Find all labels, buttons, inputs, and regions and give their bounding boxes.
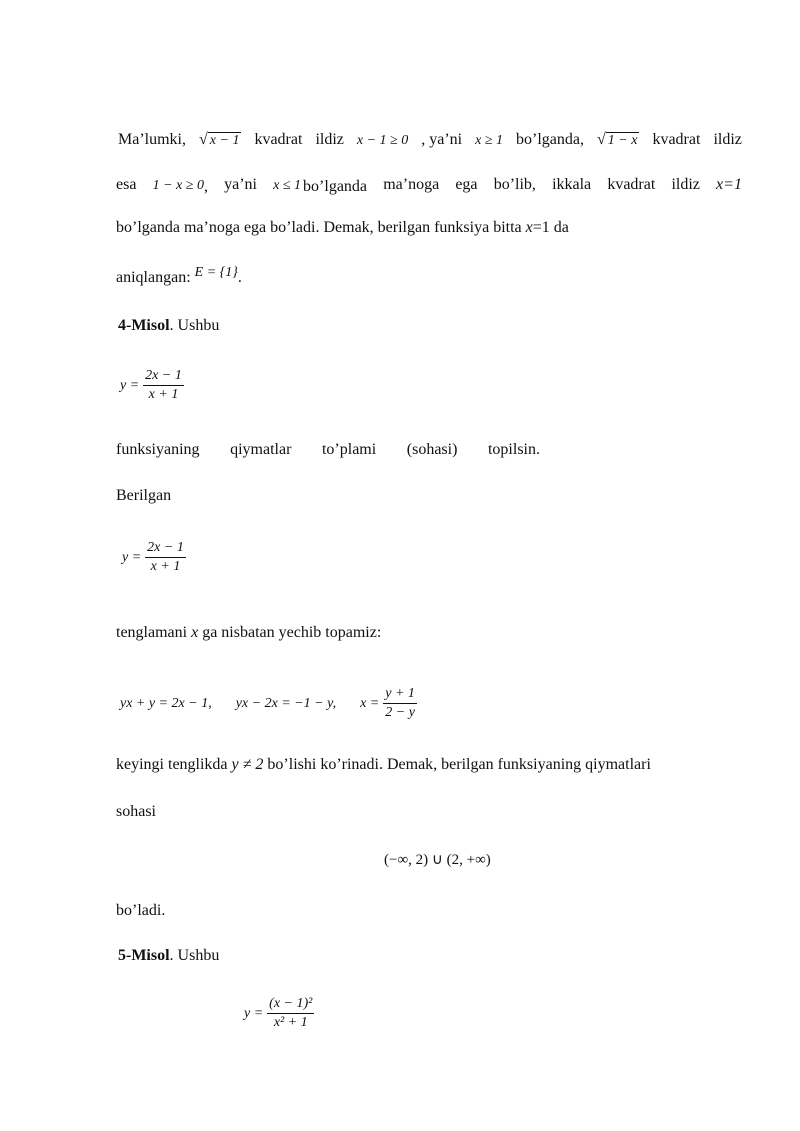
text-ildiz-3: ildiz	[671, 176, 700, 193]
text-bolganda-2: bo’lganda	[303, 178, 368, 195]
formula-2-fraction	[145, 540, 186, 575]
text-comma: ,	[203, 178, 208, 195]
formula-2-numerator: 2x − 1	[145, 540, 186, 558]
equation-3-fraction	[383, 686, 417, 721]
example-4-title: 4-Misol	[118, 317, 170, 334]
find-range-line	[116, 441, 540, 459]
solve-line	[116, 624, 381, 642]
text-ikkala: ikkala	[552, 176, 592, 193]
formula-2	[122, 540, 186, 575]
text-y-neq-2: y ≠ 2	[231, 756, 264, 773]
text-yani-2: ya’ni	[224, 176, 257, 193]
paragraph-line-4	[116, 265, 242, 287]
formula-3	[244, 996, 314, 1031]
text-ega: ega	[455, 176, 478, 193]
inequality-3: 1 − x ≥ 0	[152, 178, 204, 193]
equation-1: yx + y = 2x − 1,	[120, 695, 212, 711]
text-bolganda: bo’lganda,	[516, 131, 584, 148]
text-boladi: bo’ladi.	[116, 902, 166, 919]
text-toplami: to’plami	[321, 441, 377, 458]
formula-1-numerator: 2x − 1	[143, 368, 184, 386]
text-var-x: x	[525, 219, 533, 236]
text-aniqlangan: aniqlangan:	[116, 269, 191, 286]
text-yani: , ya’ni	[421, 131, 463, 148]
example-5-rest: . Ushbu	[169, 947, 220, 964]
text-tenglamani: tenglamani	[116, 624, 188, 641]
text-sohasi-paren: (sohasi)	[406, 441, 458, 458]
sqrt-expression-2: √ 1 − x	[597, 131, 638, 148]
equation-3-denominator: 2 − y	[385, 705, 415, 720]
text-ildiz: ildiz	[315, 131, 344, 148]
formula-1-lhs: y =	[120, 377, 140, 393]
next-line	[116, 756, 651, 774]
equation-3-numerator: y + 1	[383, 686, 417, 704]
equation-2: yx − 2x = −1 − y,	[235, 695, 337, 711]
text-line-3: bo’lganda ma’noga ega bo’ladi. Demak, berilgan funksiya bitta	[116, 219, 522, 236]
equations-row	[120, 686, 417, 721]
text-qiymatlar: qiymatlar	[230, 441, 292, 458]
sqrt-expression-1: √ x − 1	[199, 131, 240, 148]
inequality-1: x − 1 ≥ 0	[356, 133, 409, 148]
equation-3-lhs: x =	[360, 695, 380, 711]
inequality-4: x ≤ 1	[273, 178, 302, 193]
example-5-heading	[118, 947, 219, 965]
example-5-title: 5-Misol	[118, 947, 170, 964]
text-topilsin: topilsin.	[487, 441, 540, 458]
text-kvadrat-3: kvadrat	[607, 176, 656, 193]
text-funksiyaning: funksiyaning	[116, 441, 200, 458]
text-keyingi: keyingi tenglikda	[116, 756, 228, 773]
formula-3-numerator: (x − 1)²	[267, 996, 314, 1014]
range-expression: (−∞, 2) ∪ (2, +∞)	[384, 852, 491, 868]
formula-1-fraction	[143, 368, 184, 403]
inequality-2: x ≥ 1	[475, 133, 504, 148]
text-kvadrat-2: kvadrat	[652, 131, 701, 148]
formula-3-fraction	[267, 996, 314, 1031]
text-malumki: Ma’lumki,	[118, 131, 186, 148]
formula-1	[120, 368, 184, 403]
text-ildiz-2: ildiz	[713, 131, 742, 148]
formula-2-denominator: x + 1	[150, 559, 181, 574]
text-solve-post: ga nisbatan yechib topamiz:	[202, 624, 382, 641]
text-next-post: bo’lishi ko’rinadi. Demak, berilgan funksiyaning qiymatlari	[267, 756, 651, 773]
text-line-3-tail: =1 da	[532, 219, 569, 236]
text-bolib: bo’lib,	[493, 176, 536, 193]
formula-3-lhs: y =	[244, 1005, 264, 1021]
text-sohasi: sohasi	[116, 803, 156, 820]
formula-2-lhs: y =	[122, 549, 142, 565]
formula-1-denominator: x + 1	[148, 387, 179, 402]
text-esa: esa	[116, 176, 137, 193]
formula-3-denominator: x² + 1	[273, 1015, 308, 1030]
text-period: .	[237, 269, 242, 286]
set-expression: E = {1}	[194, 265, 238, 280]
paragraph-line-3	[116, 219, 569, 237]
text-berilgan: Berilgan	[116, 487, 172, 504]
text-manoga: ma’noga	[383, 176, 440, 193]
paragraph-line-1	[118, 131, 742, 149]
example-4-heading	[118, 317, 219, 335]
example-4-rest: . Ushbu	[169, 317, 220, 334]
paragraph-line-2	[116, 176, 742, 196]
text-kvadrat: kvadrat	[254, 131, 303, 148]
text-x-equals-1: x=1	[716, 176, 742, 193]
text-solve-var: x	[191, 624, 199, 641]
